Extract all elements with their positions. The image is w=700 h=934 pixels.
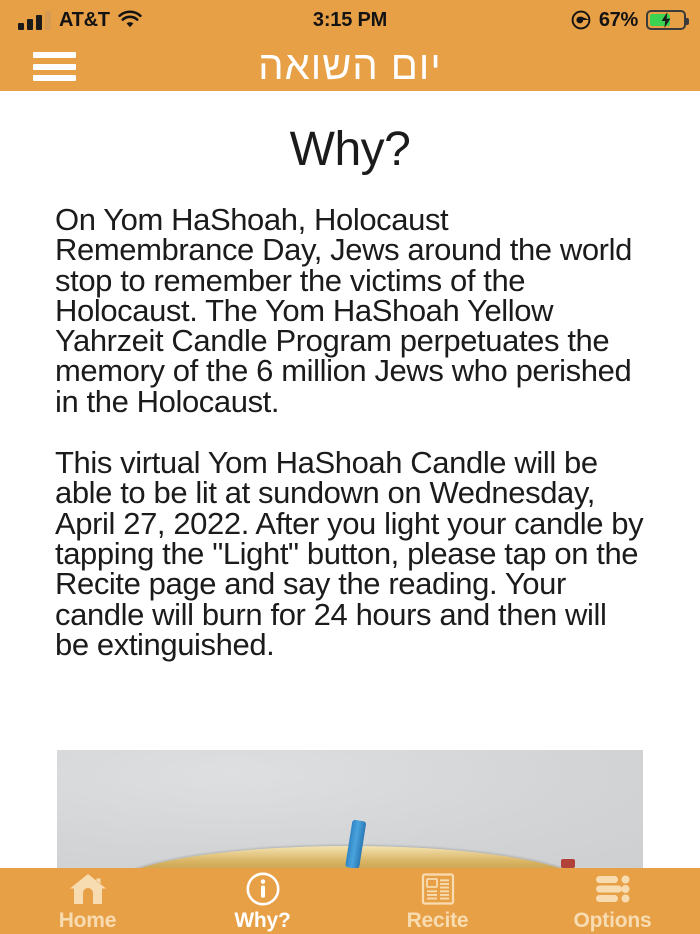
battery-charging-icon	[646, 10, 686, 30]
article-icon	[421, 872, 455, 906]
status-bar-right	[571, 0, 686, 40]
tab-why[interactable]	[175, 868, 350, 934]
tab-why-label: Why?	[234, 909, 291, 932]
body-copy	[55, 202, 645, 662]
tab-recite-label: Recite	[406, 909, 469, 932]
bottom-tab-bar	[0, 868, 700, 934]
clock-label: 3:15 PM	[312, 8, 388, 31]
carrier-label: AT&T	[59, 8, 110, 31]
info-icon	[246, 872, 280, 906]
status-bar	[0, 0, 700, 40]
tab-home[interactable]	[0, 868, 175, 934]
page-header-title: יום השואה	[258, 44, 442, 88]
yahrzeit-candle-photo	[57, 750, 643, 868]
page-title: Why?	[289, 123, 411, 176]
paragraph-1: On Yom HaShoah, Holocaust Remembrance Day, Jews around the world stop to remember the victims of the Holocaust. The Yom HaShoah Yellow Yahrzeit Candle Program perpetuates the memory of the 6 million Jews who perished in the Holocaust.	[55, 202, 632, 419]
paragraph-2: This virtual Yom HaShoah Candle will be able to be lit at sundown on Wednesday, April 27, 2022. After you light your candle by tapping the "Light" button, please tap on the Recite page and say the reading. Your candle will burn for 24 hours and then will be extinguished.	[55, 445, 644, 662]
home-icon	[69, 872, 107, 906]
tab-recite[interactable]	[350, 868, 525, 934]
tab-options[interactable]	[525, 868, 700, 934]
tab-home-label: Home	[58, 909, 117, 932]
sliders-icon	[595, 872, 631, 906]
tab-options-label: Options	[573, 909, 652, 932]
battery-percent-label: 67%	[598, 8, 638, 31]
app-header	[0, 40, 700, 91]
location-services-icon	[571, 10, 591, 30]
